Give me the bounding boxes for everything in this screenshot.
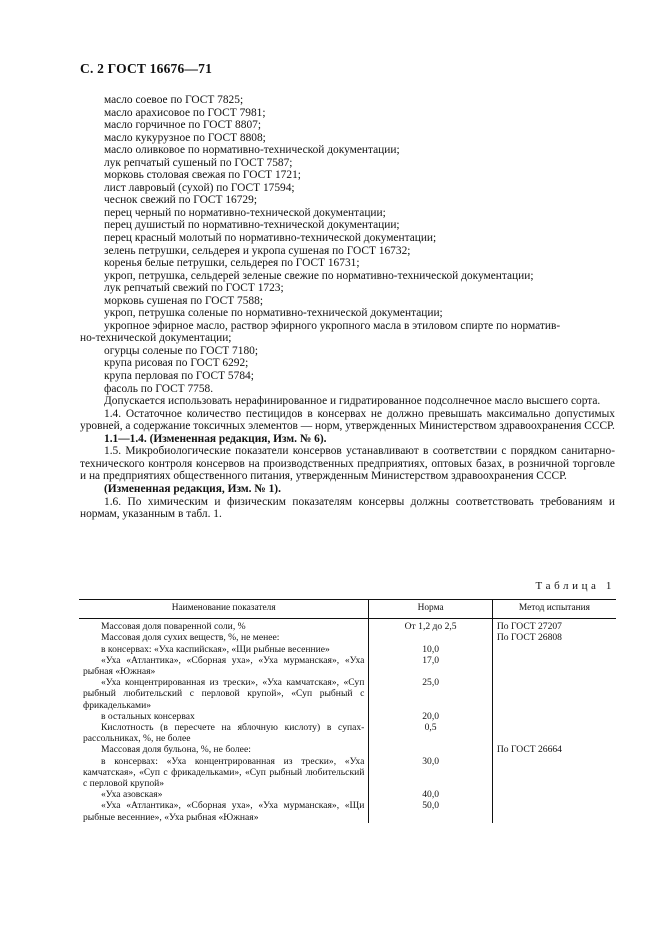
table-row	[79, 800, 616, 822]
table-caption: Таблица 1	[535, 580, 615, 592]
cell-norm: 50,0	[369, 800, 492, 822]
table-row	[79, 744, 616, 755]
table-header-norm: Норма	[369, 600, 492, 619]
table-row	[79, 655, 616, 677]
ingredient-line: масло арахисовое по ГОСТ 7981;	[104, 106, 266, 119]
table-row	[79, 644, 616, 655]
cell-name: Массовая доля поваренной соли, %	[101, 621, 246, 633]
paragraph-1-5: 1.5. Микробиологические показатели консервов устанавливают в соответствии с порядком санитарно-технического контроля консервов на производственных предприятиях, оптовых базах, в розничной торговле и на предприятиях общественного питания, утвержденным Министерством здравоохранения СССР.	[80, 445, 615, 483]
cell-norm: 0,5	[369, 722, 492, 744]
table-header-name: Наименование показателя	[79, 600, 369, 619]
table-row	[79, 711, 616, 722]
page-header: С. 2 ГОСТ 16676—71	[80, 61, 213, 76]
cell-method	[492, 722, 616, 744]
table-header-method: Метод испытания	[492, 600, 616, 619]
paragraph-oil: Допускается использовать нерафинированное и гидратированное подсолнечное масло высшего сорта.	[104, 395, 601, 408]
table-row	[79, 632, 616, 643]
cell-norm: 20,0	[369, 711, 492, 722]
cell-method: По ГОСТ 27207	[492, 619, 616, 633]
cell-name: «Уха азовская»	[101, 789, 163, 801]
ingredient-line: лук репчатый свежий по ГОСТ 1723;	[104, 282, 284, 295]
table-row	[79, 722, 616, 744]
ingredient-line: морковь сушеная по ГОСТ 7588;	[104, 294, 263, 307]
cell-norm: От 1,2 до 2,5	[369, 619, 492, 633]
cell-method	[492, 677, 616, 711]
ingredient-line: масло соевое по ГОСТ 7825;	[104, 94, 244, 106]
table-row	[79, 619, 616, 633]
ingredient-line: чеснок свежий по ГОСТ 16729;	[104, 194, 257, 207]
paragraph-1-4: 1.4. Остаточное количество пестицидов в консервах не должно превышать максимально допустимых уровней, а содержание токсичных элементов — норм, утвержденных Министерством здравоохранения СССР.	[80, 407, 615, 433]
ingredient-line: морковь столовая свежая по ГОСТ 1721;	[104, 169, 301, 182]
ingredient-line: крупа рисовая по ГОСТ 6292;	[104, 357, 249, 370]
cell-name: в остальных консервах	[101, 710, 195, 722]
ingredient-line-continuation: но-технической документации;	[80, 332, 232, 345]
cell-norm	[369, 744, 492, 755]
cell-norm: 17,0	[369, 655, 492, 677]
ingredient-line: укропное эфирное масло, раствор эфирного укропного масла в этиловом спирте по норматив-	[104, 319, 561, 332]
cell-method	[492, 789, 616, 800]
table-row	[79, 677, 616, 711]
cell-name: в консервах: «Уха каспийская», «Щи рыбные весенние»	[101, 643, 330, 655]
paragraph-1-6: 1.6. По химическим и физическим показателям консервы должны соответствовать требованиям и нормам, указанным в табл. 1.	[80, 495, 615, 521]
ingredient-line: лист лавровый (сухой) по ГОСТ 17594;	[104, 181, 295, 194]
cell-method: По ГОСТ 26664	[492, 744, 616, 755]
ingredient-line: масло оливковое по нормативно-технической документации;	[104, 144, 400, 157]
ingredient-line: крупа перловая по ГОСТ 5784;	[104, 370, 254, 383]
cell-norm: 10,0	[369, 644, 492, 655]
ingredient-line: перец черный по нормативно-технической документации;	[104, 206, 386, 219]
ingredient-line: коренья белые петрушки, сельдерея по ГОСТ 16731;	[104, 257, 360, 270]
ingredient-line: масло кукурузное по ГОСТ 8808;	[104, 131, 266, 144]
cell-name: Массовая доля сухих веществ, %, не менее:	[101, 632, 280, 644]
ingredient-line: лук репчатый сушеный по ГОСТ 7587;	[104, 156, 293, 169]
ingredient-line: перец красный молотый по нормативно-технической документации;	[104, 232, 437, 245]
change-note-1: 1.1—1.4. (Измененная редакция, Изм. № 6).	[104, 432, 327, 445]
ingredient-line: зелень петрушки, сельдерея и укропа сушеная по ГОСТ 16732;	[104, 244, 411, 257]
ingredient-line: укроп, петрушка, сельдерей зеленые свежие по нормативно-технической документации;	[104, 269, 534, 282]
table-row	[79, 756, 616, 790]
ingredient-line: фасоль по ГОСТ 7758.	[104, 382, 214, 395]
change-note-2: (Измененная редакция, Изм. № 1).	[104, 482, 281, 495]
cell-norm	[369, 632, 492, 643]
cell-name: «Уха «Атлантика», «Сборная уха», «Уха мурманская», «Щи рыбные весенние», «Уха рыбная «Южная»	[83, 800, 365, 823]
ingredient-line: масло горчичное по ГОСТ 8807;	[104, 119, 262, 132]
table-row	[79, 789, 616, 800]
cell-norm: 40,0	[369, 789, 492, 800]
ingredient-line: перец душистый по нормативно-технической документации;	[104, 219, 400, 232]
cell-method	[492, 644, 616, 655]
cell-name: Кислотность (в пересчете на яблочную кислоту) в супах-рассольниках, %, не более	[83, 722, 365, 745]
ingredient-line: укроп, петрушка соленые по нормативно-технической документации;	[104, 307, 443, 320]
cell-name: «Уха концентрированная из трески», «Уха камчатская», «Суп рыбный любительский с перловой крупой», «Суп рыбный с фрикадельками»	[83, 677, 365, 711]
body-text	[80, 94, 615, 521]
cell-method	[492, 800, 616, 822]
ingredient-line: огурцы соленые по ГОСТ 7180;	[104, 344, 259, 357]
table-1	[79, 599, 616, 823]
cell-method	[492, 756, 616, 790]
cell-norm: 30,0	[369, 756, 492, 790]
cell-name: Массовая доля бульона, %, не более:	[101, 744, 251, 756]
cell-method	[492, 711, 616, 722]
cell-name: «Уха «Атлантика», «Сборная уха», «Уха мурманская», «Уха рыбная «Южная»	[83, 654, 365, 678]
cell-method	[492, 655, 616, 677]
cell-method: По ГОСТ 26808	[492, 632, 616, 643]
cell-name: в консервах: «Уха концентрированная из трески», «Уха камчатская», «Суп с фрикадельками», «Суп рыбный любительский с перловой крупой»	[83, 755, 365, 790]
cell-norm: 25,0	[369, 677, 492, 711]
